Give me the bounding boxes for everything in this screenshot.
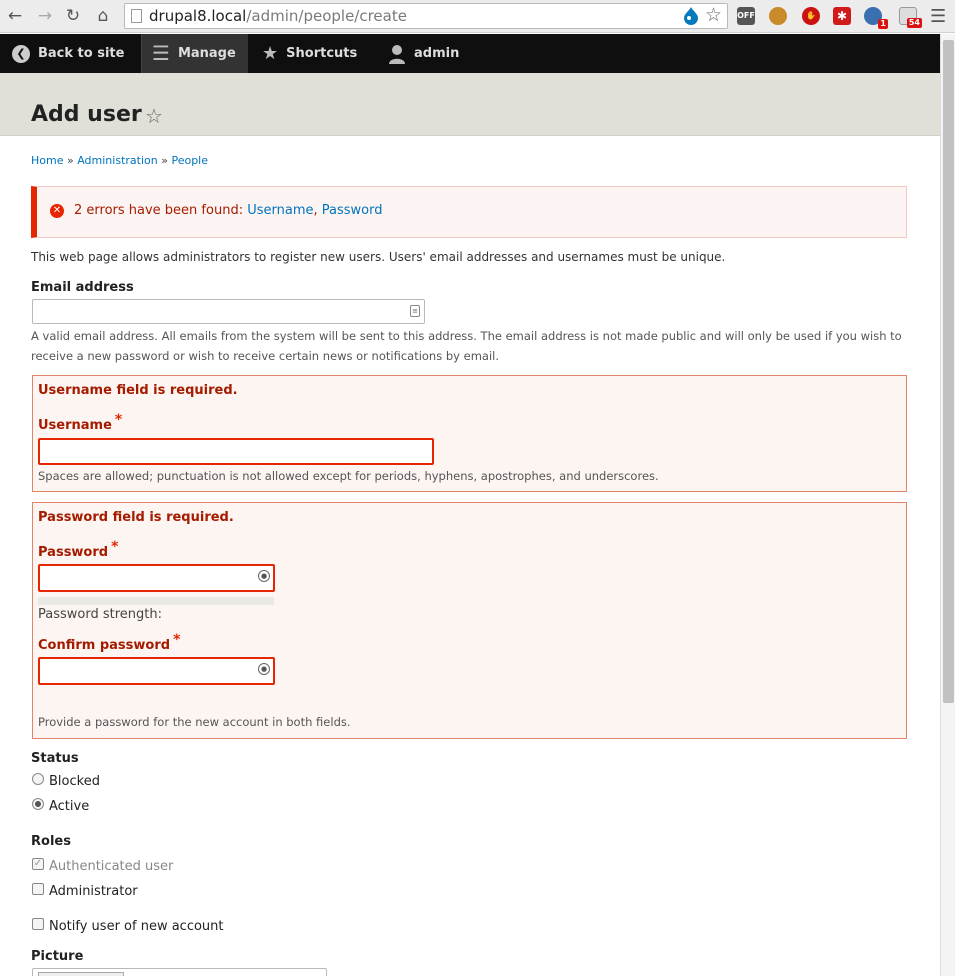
browser-reload-icon[interactable]: ↻ <box>65 6 81 26</box>
globe-extension-icon[interactable] <box>864 7 886 28</box>
off-extension-icon[interactable]: OFF <box>737 7 755 25</box>
picture-file-input[interactable] <box>32 968 327 976</box>
scrollbar[interactable] <box>940 34 955 976</box>
asterisk-extension-icon[interactable]: ✱ <box>833 7 851 25</box>
email-description: A valid email address. All emails from the system will be sent to this address. The email address is not made public and will only be used if you wish to receive a new password or wish to receive certain news or notifications by email. <box>31 329 902 363</box>
confirm-password-input[interactable] <box>38 657 275 685</box>
breadcrumb <box>31 154 208 167</box>
error-icon: ✕ <box>50 204 64 218</box>
manage-label: Manage <box>177 46 236 61</box>
error-message <box>31 186 907 238</box>
url-text: drupal8.local/admin/people/create <box>149 7 407 25</box>
user-tab[interactable] <box>388 34 459 73</box>
page-icon <box>131 9 142 23</box>
notify-label[interactable]: Notify user of new account <box>49 919 224 934</box>
scrollbar-thumb[interactable] <box>943 40 954 703</box>
administrator-label[interactable]: Administrator <box>49 884 138 899</box>
error-link-password[interactable]: Password <box>321 203 383 218</box>
username-error-heading: Username field is required. <box>38 383 238 398</box>
user-label: admin <box>414 46 460 61</box>
required-marker: * <box>173 632 181 648</box>
confirm-password-label: Confirm password * <box>38 632 181 653</box>
breadcrumb-people[interactable]: People <box>171 154 208 167</box>
roles-label: Roles <box>31 834 71 849</box>
page-title: Add user <box>31 102 142 127</box>
shortcuts-label: Shortcuts <box>286 46 358 61</box>
drupal-drop-icon[interactable] <box>683 7 699 25</box>
browser-forward-icon[interactable]: → <box>37 6 53 26</box>
password-description: Provide a password for the new account in both fields. <box>38 715 351 729</box>
browser-back-icon[interactable]: ← <box>7 6 23 26</box>
password-error-heading: Password field is required. <box>38 510 234 525</box>
password-label: Password * <box>38 539 119 560</box>
stop-extension-icon[interactable]: ✋ <box>802 7 820 25</box>
required-marker: * <box>111 539 119 555</box>
password-manager-icon[interactable]: ● <box>258 663 270 675</box>
page-header <box>0 73 940 136</box>
email-label: Email address <box>31 280 134 295</box>
username-description: Spaces are allowed; punctuation is not allowed except for periods, hyphens, apostrophes, and underscores. <box>38 469 659 483</box>
username-error-group <box>32 375 907 492</box>
administrator-checkbox[interactable] <box>32 883 44 895</box>
choose-file-button[interactable] <box>38 972 124 976</box>
email-field[interactable] <box>32 299 425 324</box>
breadcrumb-separator: » <box>66 154 74 167</box>
password-strength-label: Password strength: <box>38 607 162 622</box>
breadcrumb-administration[interactable]: Administration <box>77 154 158 167</box>
admin-toolbar <box>0 34 940 73</box>
error-link-username[interactable]: Username <box>247 203 314 218</box>
status-active-label[interactable]: Active <box>49 799 90 814</box>
password-manager-icon[interactable]: ● <box>258 570 270 582</box>
picture-label: Picture <box>31 949 84 964</box>
authenticated-user-checkbox: ✓ <box>33 858 43 869</box>
bookmark-star-icon[interactable]: ☆ <box>705 4 723 26</box>
required-marker: * <box>114 412 123 428</box>
authenticated-user-label: Authenticated user <box>49 859 174 874</box>
manage-tab[interactable] <box>141 34 248 73</box>
cookie-extension-icon[interactable] <box>769 7 787 25</box>
password-input[interactable] <box>38 564 275 592</box>
notify-checkbox[interactable] <box>32 918 44 930</box>
extension-badge: 54 <box>908 18 920 27</box>
browser-home-icon[interactable]: ⌂ <box>97 6 109 26</box>
password-error-group <box>32 502 907 739</box>
user-icon <box>388 44 406 64</box>
status-blocked-label[interactable]: Blocked <box>49 774 100 789</box>
hamburger-icon: ☰ <box>152 41 170 65</box>
status-active-radio[interactable] <box>32 798 44 810</box>
username-label: Username * <box>38 412 123 433</box>
intro-text: This web page allows administrators to register new users. Users' email addresses and usernames must be unique. <box>31 250 726 264</box>
shortcuts-tab[interactable] <box>262 34 357 73</box>
shortcut-star-icon[interactable]: ☆ <box>145 104 163 128</box>
status-blocked-radio[interactable] <box>32 773 44 785</box>
star-icon: ★ <box>262 43 279 64</box>
page-extension-icon[interactable] <box>899 7 920 27</box>
breadcrumb-separator: » <box>161 154 168 167</box>
chevron-left-icon: ❮ <box>12 45 30 63</box>
browser-menu-icon[interactable]: ☰ <box>930 6 947 27</box>
extension-badge: 1 <box>880 19 886 28</box>
error-text: 2 errors have been found: Username, Password <box>74 203 383 218</box>
username-input[interactable] <box>38 438 434 465</box>
contact-card-icon: ≡ <box>410 305 420 317</box>
password-strength-bar <box>38 597 274 605</box>
status-label: Status <box>31 751 79 766</box>
browser-chrome <box>0 0 955 33</box>
back-to-site-label: Back to site <box>38 46 125 61</box>
address-bar[interactable] <box>124 3 728 29</box>
back-to-site-link[interactable] <box>12 34 124 73</box>
breadcrumb-home[interactable]: Home <box>31 154 64 167</box>
